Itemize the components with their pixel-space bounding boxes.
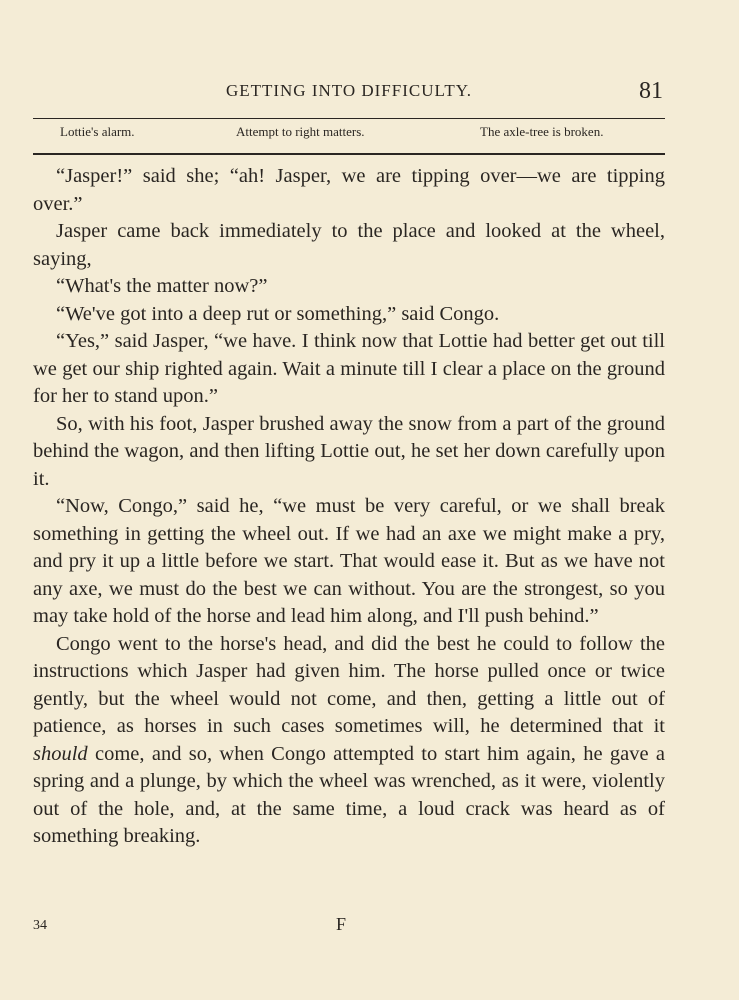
- running-head: [33, 78, 665, 108]
- paragraph: “Yes,” said Jasper, “we have. I think now that Lottie had better get out till we get our ship righted again. Wait a minute till I clear a place on the ground for her to stand upon.”: [33, 330, 665, 407]
- paragraph: “We've got into a deep rut or something,” said Congo.: [56, 302, 500, 325]
- paragraph: “What's the matter now?”: [56, 275, 268, 297]
- running-title: GETTING INTO DIFFICULTY.: [225, 81, 473, 100]
- topic-item: The axle-tree is broken.: [480, 124, 604, 139]
- emphasis-text: should: [33, 742, 88, 765]
- topic-item: Attempt to right matters.: [236, 124, 365, 139]
- paragraph: So, with his foot, Jasper brushed away the snow from a part of the ground behind the wagon, and then lifting Lottie out, he set her down carefully upon it.: [33, 412, 665, 490]
- paragraph: Jasper came back immediately to the place and looked at the wheel, saying,: [33, 220, 665, 270]
- body-text: [33, 163, 665, 851]
- paragraph: [33, 631, 665, 851]
- paragraph: “Now, Congo,” said he, “we must be very careful, or we shall break something in getting the wheel out. If we had an axe we might make a pry, and pry it up a little before we start. That would ease it. But as we have not any axe, we must do the best we can without. You are the strongest, so you may take hold of the horse and lead him along, and I'll push behind.”: [33, 495, 665, 627]
- page-number: 81: [639, 78, 663, 104]
- topic-item: Lottie's alarm.: [60, 124, 135, 139]
- header-rule-top: [33, 118, 665, 119]
- topic-summary: [60, 124, 660, 146]
- paragraph-text: come, and so, when Congo attempted to start him again, he gave a spring and a plunge, by which the wheel was wrenched, as it were, violently out of the hole, and, at the same time, a loud crack was heard as of something breaking.: [33, 742, 665, 847]
- paragraph: “Jasper!” said she; “ah! Jasper, we are tipping over—we are tipping over.”: [33, 165, 665, 215]
- signature-letter: F: [336, 914, 347, 934]
- signature-number: 34: [33, 918, 47, 933]
- header-rule-bottom: [33, 153, 665, 155]
- paragraph-text: Congo went to the horse's head, and did the best he could to follow the instructions which Jasper had given him. The horse pulled once or twice gently, but the wheel would not come, and then, getting a little out of patience, as horses in such cases sometimes will, he determined that it: [33, 632, 665, 737]
